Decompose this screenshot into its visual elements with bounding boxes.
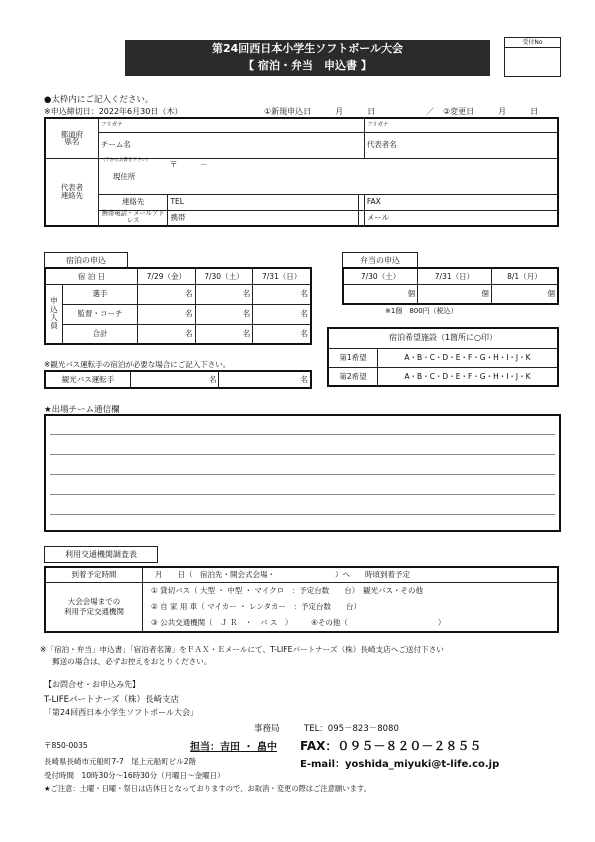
row-staff-label: 監督・コーチ bbox=[63, 304, 138, 324]
contact-phone-label: 連絡先 bbox=[98, 194, 168, 210]
address-note: （〒からお書き下さい） bbox=[100, 157, 151, 163]
players-0730[interactable]: 名 bbox=[195, 284, 253, 304]
mobile-mail-label: 携帯電話・メールアドレス bbox=[98, 210, 168, 226]
office-email[interactable]: E-mail：yoshida_miyuki@t-life.co.jp bbox=[300, 759, 500, 770]
office-fax: FAX：０９５－８２０－２８５５ bbox=[300, 739, 482, 753]
transport-section-label: 利用交通機関調査表 bbox=[44, 546, 158, 563]
bento-table bbox=[342, 267, 559, 305]
staff-0729[interactable]: 名 bbox=[138, 304, 196, 324]
bus-driver-table bbox=[44, 370, 312, 389]
staff-in-charge: 担当：吉田 ・ 畠中 bbox=[190, 742, 277, 753]
option-private-car[interactable]: ② 自 家 用 車（ マイカー ・ レンタカー ：予定台数 台） bbox=[151, 601, 362, 611]
team-name-field[interactable] bbox=[168, 132, 364, 158]
team-furigana-label: フリガナ bbox=[98, 118, 168, 132]
bento-qty-0731[interactable]: 個 bbox=[418, 284, 492, 304]
transport-table bbox=[44, 566, 559, 633]
comm-line bbox=[50, 494, 555, 495]
contact-heading: 【お問合せ・お申込み先】 bbox=[44, 680, 140, 689]
row-players-label: 選手 bbox=[63, 284, 138, 304]
comm-line bbox=[50, 514, 555, 515]
arrival-label: 到着予定時間 bbox=[45, 567, 143, 582]
address-label: 現住所 bbox=[112, 172, 136, 181]
registration-table bbox=[44, 117, 559, 227]
lodging-section-label: 宿泊の申込 bbox=[44, 252, 128, 269]
bus-driver-note: ※観光バス運転手の宿泊が必要な場合にご記入下さい。 bbox=[44, 360, 231, 369]
form-title bbox=[125, 40, 490, 76]
lodging-day-0731: 7/31（日） bbox=[253, 268, 311, 284]
staff-0731[interactable]: 名 bbox=[253, 304, 311, 324]
address-field[interactable] bbox=[168, 158, 558, 194]
bento-day-0731: 7/31（日） bbox=[418, 268, 492, 284]
bento-day-0801: 8/1（月） bbox=[491, 268, 558, 284]
prefecture-label: 都道府 県名 bbox=[45, 118, 98, 158]
instruction: ●太枠内にご記入ください。 bbox=[44, 95, 154, 105]
arrival-field[interactable]: 月 日（ 宿泊先・開会式会場・ ）へ 時頃到着予定 bbox=[143, 567, 559, 582]
option-public-transit[interactable]: ③ 公共交通機関（ Ｊ Ｒ ・ バ ス ） ④その他（ ） bbox=[151, 617, 446, 627]
staff-0730[interactable]: 名 bbox=[195, 304, 253, 324]
bus-driver-label: 観光バス運転手 bbox=[45, 371, 131, 388]
lodging-date-header: 宿 泊 日 bbox=[45, 268, 138, 284]
comm-line bbox=[50, 434, 555, 435]
players-0729[interactable]: 名 bbox=[138, 284, 196, 304]
facility-second-options[interactable]: A・B・C・D・E・F・G・H・I・J・K bbox=[378, 367, 559, 386]
bento-qty-0801[interactable]: 個 bbox=[491, 284, 558, 304]
facility-first-options[interactable]: A・B・C・D・E・F・G・H・I・J・K bbox=[378, 348, 559, 367]
mail-copy-note: 郵送の場合は、必ずお控えをおとりください。 bbox=[52, 657, 212, 666]
communication-box[interactable] bbox=[44, 414, 561, 532]
lodging-side-label: 申 込 人 員 bbox=[45, 284, 63, 344]
office-address: 長崎県長崎市元船町7-7 尾上元船町ビル2階 bbox=[44, 757, 197, 766]
rep-name-field[interactable] bbox=[414, 132, 558, 158]
date-separator: ／ bbox=[426, 107, 434, 116]
tel-label: TEL bbox=[168, 194, 203, 210]
mobile-field[interactable] bbox=[203, 210, 359, 226]
total-0731[interactable]: 名 bbox=[253, 324, 311, 344]
holiday-notice: ★ご注意：土曜・日曜・祭日は店休日となっておりますので、お取消・変更の際はご注意願います。 bbox=[44, 784, 371, 793]
option-charter-bus[interactable]: ① 貸切バス（ 大型 ・ 中型 ・ マイクロ ：予定台数 台） 観光バス・その他 bbox=[151, 585, 423, 595]
team-furigana-field[interactable] bbox=[168, 118, 364, 132]
lodging-day-0729: 7/29（金） bbox=[138, 268, 196, 284]
bento-price-note: ※1個 800円（税込） bbox=[385, 307, 458, 315]
team-name-label: チーム名 bbox=[98, 132, 168, 158]
office-hours: 受付時間 10時30分～16時30分（月曜日～金曜日） bbox=[44, 771, 225, 780]
transport-method-label: 大会会場までの 利用予定交通機関 bbox=[45, 582, 143, 632]
comm-line bbox=[50, 454, 555, 455]
bus-driver-0730[interactable]: 名 bbox=[219, 371, 311, 388]
deadline: ※申込締切日：2022年6月30日（木） bbox=[44, 107, 183, 116]
bento-qty-0730[interactable]: 個 bbox=[343, 284, 418, 304]
tel-field[interactable] bbox=[203, 194, 359, 210]
players-0731[interactable]: 名 bbox=[253, 284, 311, 304]
facility-title: 宿泊希望施設（1箇所に○印） bbox=[328, 328, 558, 348]
company-name: T-LIFEパートナーズ（株）長崎支店 bbox=[44, 695, 180, 705]
rep-furigana-field[interactable] bbox=[414, 118, 558, 132]
facility-first-label: 第1希望 bbox=[328, 348, 378, 367]
title-line2: 【 宿泊・弁当 申込書 】 bbox=[243, 59, 372, 72]
total-0729[interactable]: 名 bbox=[138, 324, 196, 344]
receipt-box bbox=[504, 37, 561, 77]
title-line1: 第24回西日本小学生ソフトボール大会 bbox=[211, 42, 404, 55]
row-total-label: 合計 bbox=[63, 324, 138, 344]
rep-name-label: 代表者名 bbox=[364, 132, 414, 158]
bus-driver-0729[interactable]: 名 bbox=[131, 371, 219, 388]
fax-label: FAX bbox=[364, 194, 414, 210]
postal-code: 〒850-0035 bbox=[44, 741, 88, 750]
office-tel: TEL：095－823－8080 bbox=[304, 724, 399, 734]
contact-label: 代表者 連絡先 bbox=[45, 158, 98, 226]
lodging-table bbox=[44, 267, 312, 345]
receipt-label: 受付No bbox=[505, 38, 560, 48]
event-name: 「第24回西日本小学生ソフトボール大会」 bbox=[44, 708, 199, 717]
comm-line bbox=[50, 474, 555, 475]
lodging-day-0730: 7/30（土） bbox=[195, 268, 253, 284]
communication-title: ★出場チーム通信欄 bbox=[44, 405, 120, 415]
fax-field[interactable] bbox=[414, 194, 558, 210]
submission-note: ※「宿泊・弁当」申込書」「宿泊者名簿」をＦＡＸ・Ｅメールにて、T-LIFEパートナーズ（株）長崎支店へご送付下さい bbox=[40, 645, 444, 654]
total-0730[interactable]: 名 bbox=[195, 324, 253, 344]
new-application-date[interactable]: ①新規申込日 月 日 bbox=[264, 107, 376, 116]
postal-mark: 〒 － bbox=[169, 159, 208, 169]
mobile-label: 携帯 bbox=[168, 210, 203, 226]
bento-section-label: 弁当の申込 bbox=[342, 252, 418, 269]
mail-field[interactable] bbox=[414, 210, 558, 226]
bento-day-0730: 7/30（土） bbox=[343, 268, 418, 284]
facility-second-label: 第2希望 bbox=[328, 367, 378, 386]
facility-table bbox=[327, 327, 559, 387]
mail-label: メール bbox=[364, 210, 414, 226]
office-label: 事務局 bbox=[254, 724, 280, 734]
rep-furigana-label: フリガナ bbox=[364, 118, 414, 132]
change-date[interactable]: ②変更日 月 日 bbox=[443, 107, 539, 116]
